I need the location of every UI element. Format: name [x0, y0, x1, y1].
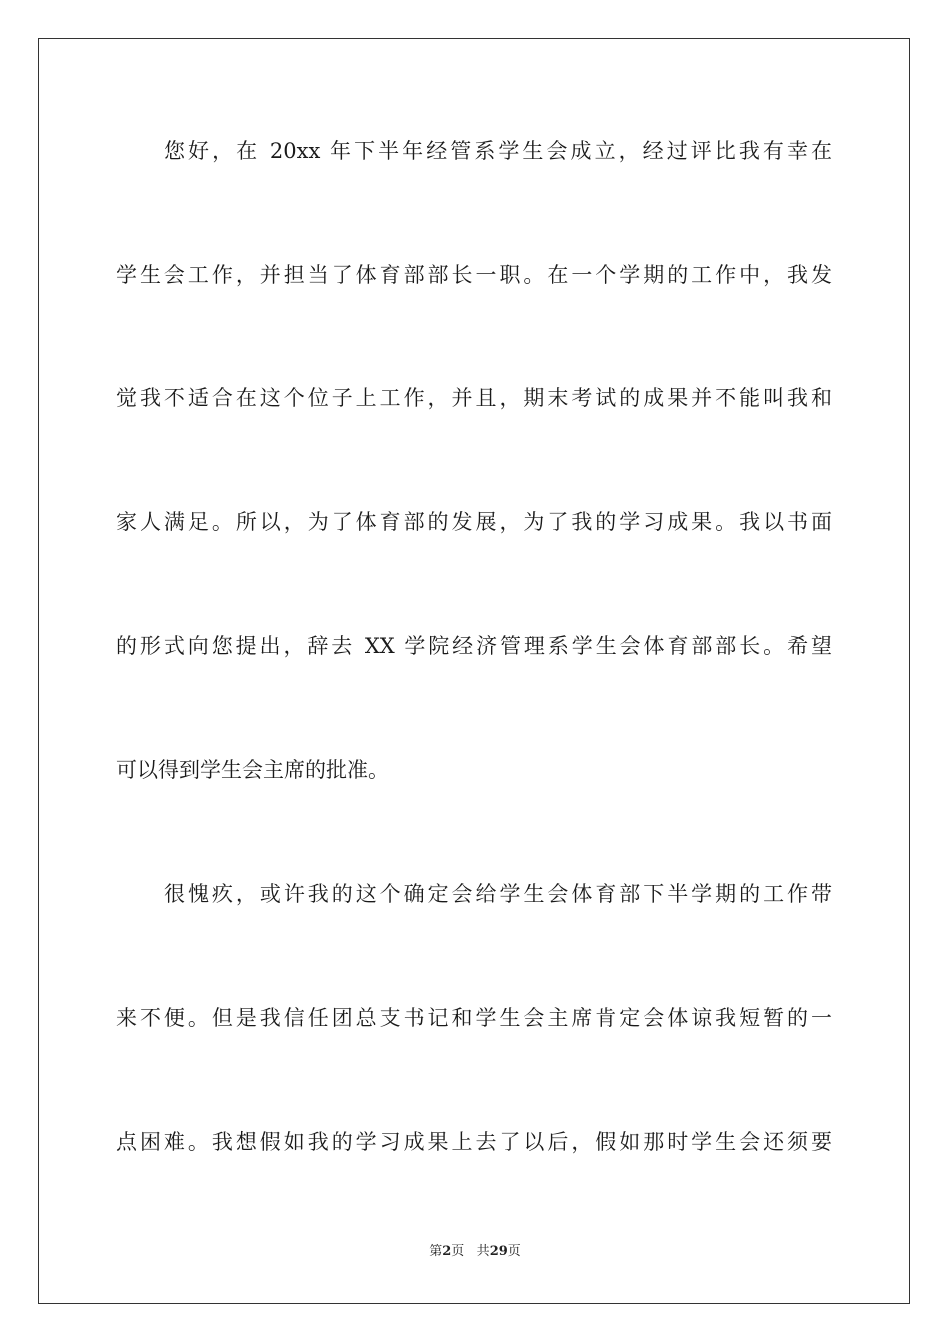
page-border	[38, 38, 910, 1304]
page-number: 2	[442, 1244, 452, 1259]
total-prefix: 共	[476, 1244, 490, 1259]
paragraph-1-line-6: 可以得到学生会主席的批准。	[116, 758, 389, 782]
paragraph-2-line-3: 点困难。我想假如我的学习成果上去了以后，假如那时学生会还须要	[116, 1130, 832, 1154]
paragraph-1-line-1: 您好，在 20xx 年下半年经管系学生会成立，经过评比我有幸在	[164, 139, 832, 163]
total-pages: 29	[489, 1244, 508, 1259]
page-prefix: 第	[429, 1244, 443, 1259]
paragraph-1-line-3: 觉我不适合在这个位子上工作，并且，期末考试的成果并不能叫我和	[116, 386, 832, 410]
paragraph-2-line-1: 很愧疚，或许我的这个确定会给学生会体育部下半学期的工作带	[164, 882, 832, 906]
paragraph-1-line-2: 学生会工作，并担当了体育部部长一职。在一个学期的工作中，我发	[116, 263, 832, 287]
total-suffix: 页	[507, 1244, 521, 1259]
page-suffix: 页	[451, 1244, 465, 1259]
page-footer	[0, 1243, 950, 1261]
paragraph-1-line-4: 家人满足。所以，为了体育部的发展，为了我的学习成果。我以书面	[116, 510, 832, 534]
paragraph-2-line-2: 来不便。但是我信任团总支书记和学生会主席肯定会体谅我短暂的一	[116, 1006, 832, 1030]
paragraph-1-line-5: 的形式向您提出，辞去 XX 学院经济管理系学生会体育部部长。希望	[116, 634, 832, 658]
